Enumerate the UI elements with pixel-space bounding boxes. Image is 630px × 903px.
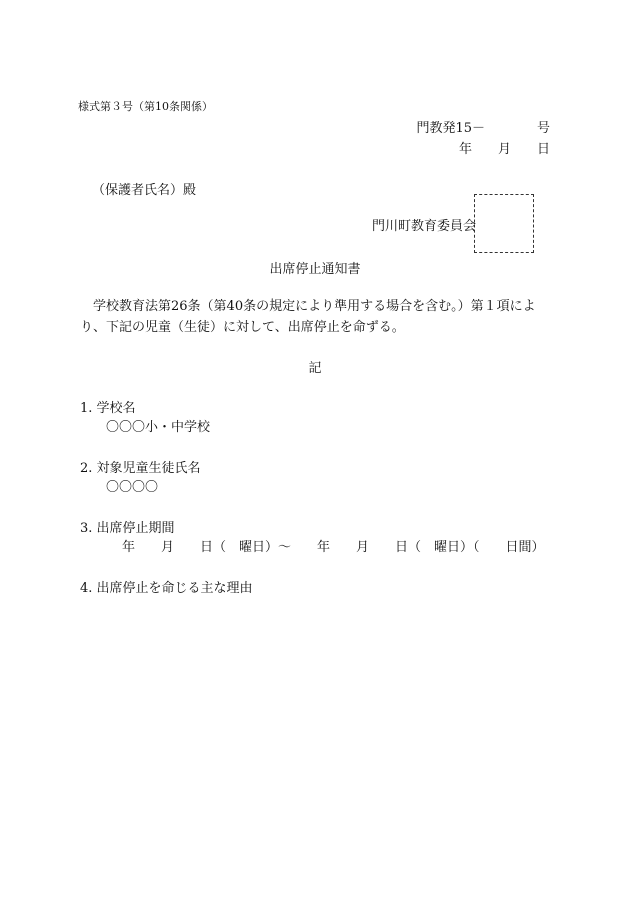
item-value-period: 年 月 日（ 曜日）～ 年 月 日（ 曜日）（ 日間） bbox=[122, 540, 545, 555]
item-heading-reason: 4. 出席停止を命じる主な理由 bbox=[80, 581, 253, 596]
document-date: 年 月 日 bbox=[458, 142, 550, 157]
document-number: 門教発15－ 号 bbox=[416, 121, 550, 136]
body-paragraph: 学校教育法第26条（第40条の規定により準用する場合を含む。）第１項により、下記の児童（生徒）に対して、出席停止を命ずる。 bbox=[80, 299, 536, 335]
ki-heading: 記 bbox=[308, 361, 322, 376]
seal-box bbox=[474, 194, 534, 253]
item-value-school: 〇〇〇小・中学校 bbox=[106, 420, 211, 435]
item-heading-school: 1. 学校名 bbox=[80, 401, 136, 416]
issuer-name: 門川町教育委員会 bbox=[372, 219, 477, 234]
form-label: 様式第３号（第10条関係） bbox=[78, 100, 213, 113]
recipient-line: （保護者氏名）殿 bbox=[92, 183, 197, 198]
item-heading-student: 2. 対象児童生徒氏名 bbox=[80, 461, 201, 476]
item-value-student: 〇〇〇〇 bbox=[106, 480, 159, 495]
document-title: 出席停止通知書 bbox=[269, 262, 361, 277]
item-heading-period: 3. 出席停止期間 bbox=[80, 521, 175, 536]
